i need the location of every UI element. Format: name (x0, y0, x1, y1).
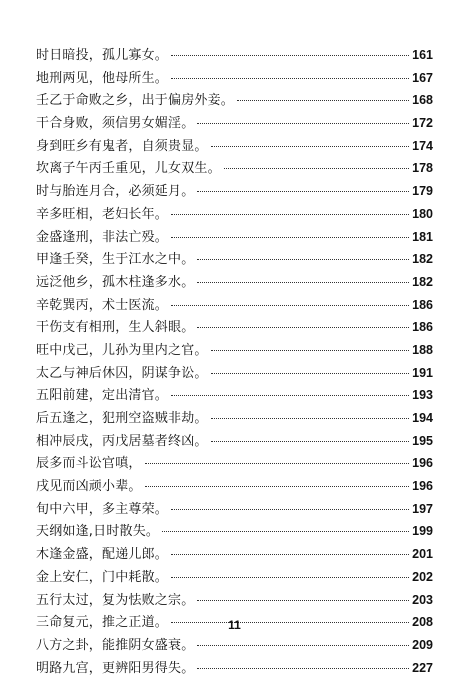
toc-entry-title: 壬乙于命败之乡，出于偏房外妾。 (36, 93, 235, 109)
toc-entry-title: 甲逢壬癸，生于江水之中。 (36, 252, 195, 268)
dot-leader (145, 486, 410, 487)
dot-leader (171, 237, 409, 238)
dot-leader (224, 168, 409, 169)
toc-entry (36, 634, 433, 657)
toc-entry-page-number: 194 (412, 411, 433, 425)
toc-entry-page-number: 178 (412, 161, 433, 176)
toc-entry-title: 辛多旺相，老妇长年。 (36, 206, 169, 222)
toc-entry-page-number: 182 (412, 252, 433, 267)
toc-entry (36, 407, 433, 430)
toc-entry (36, 520, 433, 543)
table-of-contents (36, 44, 433, 679)
toc-entry-title: 坎离子午丙壬重见，儿女双生。 (36, 161, 221, 177)
toc-entry-page-number: 195 (412, 433, 433, 448)
toc-entry (36, 180, 433, 203)
dot-leader (197, 191, 409, 192)
dot-leader (197, 600, 409, 601)
toc-entry-title: 远泛他乡，孤木柱逢多水。 (36, 274, 195, 290)
toc-entry-page-number: 203 (412, 592, 433, 607)
toc-entry (36, 248, 433, 271)
dot-leader (171, 305, 409, 306)
page-number: 11 (228, 618, 241, 632)
dot-leader (171, 395, 409, 396)
toc-entry-title: 三命复元，推之正道。 (36, 615, 169, 631)
toc-entry (36, 316, 433, 339)
toc-entry (36, 657, 433, 680)
dot-leader (211, 350, 410, 351)
toc-entry-page-number: 209 (412, 637, 433, 652)
toc-entry (36, 362, 433, 385)
toc-entry-title: 明路九宫，更辨阳男得失。 (36, 660, 195, 676)
dot-leader (197, 668, 409, 669)
toc-entry-title: 地刑两见，他母所生。 (36, 70, 169, 86)
toc-entry-page-number: 168 (412, 93, 433, 108)
dot-leader (197, 259, 409, 260)
dot-leader (171, 554, 409, 555)
toc-entry (36, 271, 433, 294)
toc-entry (36, 430, 433, 453)
toc-entry-page-number: 202 (412, 569, 433, 584)
toc-entry-page-number: 161 (412, 48, 433, 62)
toc-entry-page-number: 196 (412, 479, 433, 494)
toc-entry-page-number: 208 (412, 615, 433, 630)
toc-entry-title: 金盛逢刑，非法亡殁。 (36, 229, 169, 245)
toc-entry-title: 辛乾巽丙，术士医流。 (36, 297, 169, 313)
toc-entry (36, 294, 433, 317)
toc-entry-title: 天纲如逢,日时散失。 (36, 524, 160, 540)
dot-leader (211, 373, 410, 374)
dot-leader (162, 531, 409, 532)
toc-entry (36, 589, 433, 612)
toc-entry (36, 44, 433, 67)
toc-entry-title: 戌见而凶顽小辈。 (36, 479, 142, 495)
dot-leader (237, 100, 409, 101)
toc-entry (36, 89, 433, 112)
dot-leader (171, 577, 409, 578)
toc-entry-page-number: 181 (412, 229, 433, 244)
toc-entry-page-number: 197 (412, 501, 433, 516)
toc-entry-title: 旬中六甲，多主尊荣。 (36, 501, 169, 517)
toc-entry-page-number: 174 (412, 138, 433, 153)
toc-entry (36, 339, 433, 362)
dot-leader (197, 327, 409, 328)
toc-entry-title: 木逢金盛，配递儿郎。 (36, 547, 169, 563)
toc-entry-page-number: 182 (412, 274, 433, 289)
toc-entry-page-number: 196 (412, 456, 433, 471)
toc-entry (36, 157, 433, 180)
dot-leader (171, 509, 409, 510)
toc-entry-page-number: 167 (412, 70, 433, 85)
toc-entry-page-number: 186 (412, 297, 433, 312)
dot-leader (211, 441, 410, 442)
toc-entry-title: 后五逢之，犯刑空盗贼非劫。 (36, 411, 208, 426)
toc-entry-title: 时与胎连月合，必须延月。 (36, 184, 195, 200)
toc-entry-page-number: 179 (412, 184, 433, 199)
dot-leader (211, 418, 410, 419)
toc-entry-title: 五阳前建，定出清官。 (36, 388, 169, 404)
toc-entry-page-number: 193 (412, 388, 433, 403)
dot-leader (197, 282, 409, 283)
toc-entry-title: 时日暗投，孤儿寡女。 (36, 48, 169, 63)
toc-entry-title: 干合身败，须信男女媚淫。 (36, 116, 195, 132)
toc-entry-page-number: 180 (412, 206, 433, 221)
toc-entry-title: 旺中戊己，儿孙为里内之官。 (36, 342, 208, 358)
toc-entry-title: 金上安仁，门中耗散。 (36, 569, 169, 585)
toc-entry-page-number: 172 (412, 116, 433, 131)
dot-leader (171, 78, 409, 79)
toc-entry-title: 八方之卦，能推阴女盛衰。 (36, 637, 195, 653)
toc-entry (36, 226, 433, 249)
toc-entry-title: 太乙与神后休囚，阴谋争讼。 (36, 365, 208, 381)
dot-leader (197, 645, 409, 646)
toc-entry (36, 475, 433, 498)
toc-entry-title: 相冲辰戌，丙戊居墓者终凶。 (36, 433, 208, 449)
toc-entry-page-number: 201 (412, 547, 433, 562)
toc-entry (36, 543, 433, 566)
toc-entry-page-number: 199 (412, 524, 433, 539)
toc-entry (36, 135, 433, 158)
toc-entry (36, 67, 433, 90)
dot-leader (211, 146, 410, 147)
toc-entry-page-number: 186 (412, 320, 433, 335)
toc-entry (36, 498, 433, 521)
toc-entry (36, 384, 433, 407)
toc-entry-title: 辰多而斗讼官嗔， (36, 456, 142, 472)
toc-entry (36, 112, 433, 135)
toc-entry (36, 203, 433, 226)
dot-leader (171, 214, 409, 215)
toc-entry (36, 452, 433, 475)
dot-leader (171, 55, 409, 56)
toc-entry-title: 干伤支有相刑，生人斜眼。 (36, 320, 195, 336)
toc-entry-title: 五行太过，复为怯败之宗。 (36, 592, 195, 608)
toc-entry-page-number: 191 (412, 365, 433, 380)
toc-entry (36, 566, 433, 589)
dot-leader (197, 123, 409, 124)
toc-entry-page-number: 227 (412, 660, 433, 675)
toc-entry-page-number: 188 (412, 342, 433, 357)
toc-entry-title: 身到旺乡有鬼者，自须贵显。 (36, 138, 208, 154)
dot-leader (145, 463, 410, 464)
